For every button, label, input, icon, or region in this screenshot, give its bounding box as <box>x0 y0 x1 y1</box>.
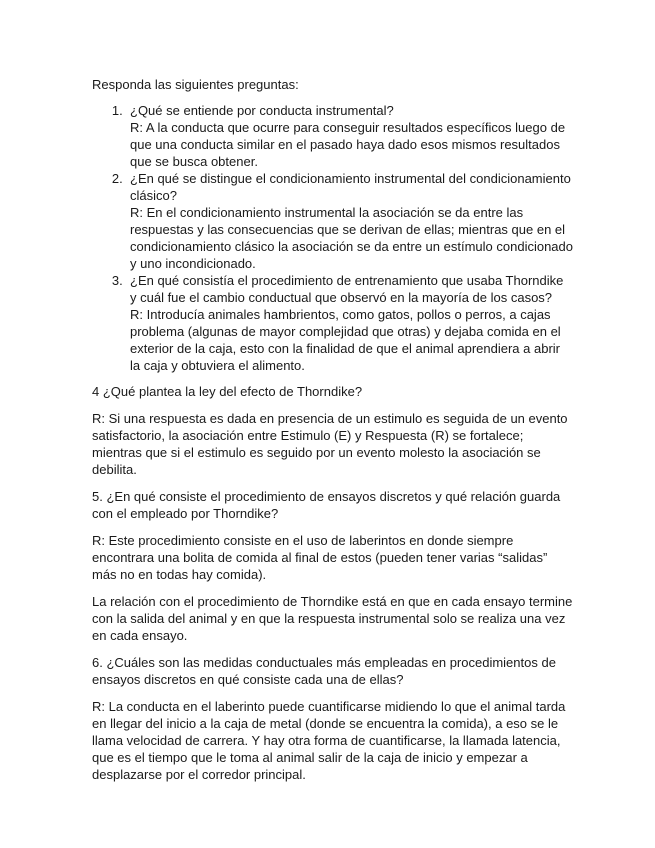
list-item <box>130 272 573 374</box>
answer-6: R: La conducta en el laberinto puede cuantificarse midiendo lo que el animal tarda en llegar del inicio a la caja de metal (donde se encuentra la comida), a eso se le llama velocidad de carrera. Y hay otra forma de cuantificarse, la llamada latencia, que es el tiempo que le toma al animal salir de la caja de inicio y empezar a desplazarse por el corredor principal. <box>92 699 566 782</box>
question-text: 3. ¿En qué consistía el procedimiento de entrenamiento que usaba Thorndike y cuál fue el cambio conductual que observó en la mayoría de los casos? <box>130 273 564 305</box>
answer-text: R: A la conducta que ocurre para conseguir resultados específicos luego de que una conducta similar en el pasado haya dado esos mismos resultados que se busca obtener. <box>130 120 566 169</box>
answer-5-relation: La relación con el procedimiento de Thorndike está en que en cada ensayo termine con la salida del animal y en que la respuesta instrumental solo se realiza una vez en cada ensayo. <box>92 594 573 643</box>
question-text: 1. ¿Qué se entiende por conducta instrumental? <box>130 103 394 118</box>
list-item <box>130 102 573 170</box>
answer-4: R: Si una respuesta es dada en presencia de un estimulo es seguida de un evento satisfactorio, la asociación entre Estimulo (E) y Respuesta (R) se fortalece; mientras que si el estimulo es seguido por un evento molesto la asociación se debilita. <box>92 411 568 477</box>
question-list <box>92 102 573 374</box>
answer-5: R: Este procedimiento consiste en el uso de laberintos en donde siempre encontrara una bolita de comida al final de estos (pueden tener varias “salidas” más no en todas hay comida). <box>92 533 548 582</box>
question-4: 4 ¿Qué plantea la ley del efecto de Thorndike? <box>92 384 363 399</box>
question-6: 6. ¿Cuáles son las medidas conductuales más empleadas en procedimientos de ensayos discretos en qué consiste cada una de ellas? <box>92 655 556 687</box>
list-item <box>130 170 573 272</box>
question-5: 5. ¿En qué consiste el procedimiento de ensayos discretos y qué relación guarda con el empleado por Thorndike? <box>92 489 561 521</box>
answer-text: R: Introducía animales hambrientos, como gatos, pollos o perros, a cajas problema (algunas de mayor complejidad que otras) y dejaba comida en el exterior de la caja, esto con la finalidad de que el animal aprendiera a abrir la caja y obtuviera el alimento. <box>130 307 561 373</box>
intro-text: Responda las siguientes preguntas: <box>92 77 299 92</box>
answer-text: R: En el condicionamiento instrumental la asociación se da entre las respuestas y las consecuencias que se derivan de ellas; mientras que en el condicionamiento clásico la asociación se da entre un estímulo condicionado y uno incondicionado. <box>130 205 573 271</box>
question-text: 2. ¿En qué se distingue el condicionamiento instrumental del condicionamiento clásico? <box>130 171 571 203</box>
